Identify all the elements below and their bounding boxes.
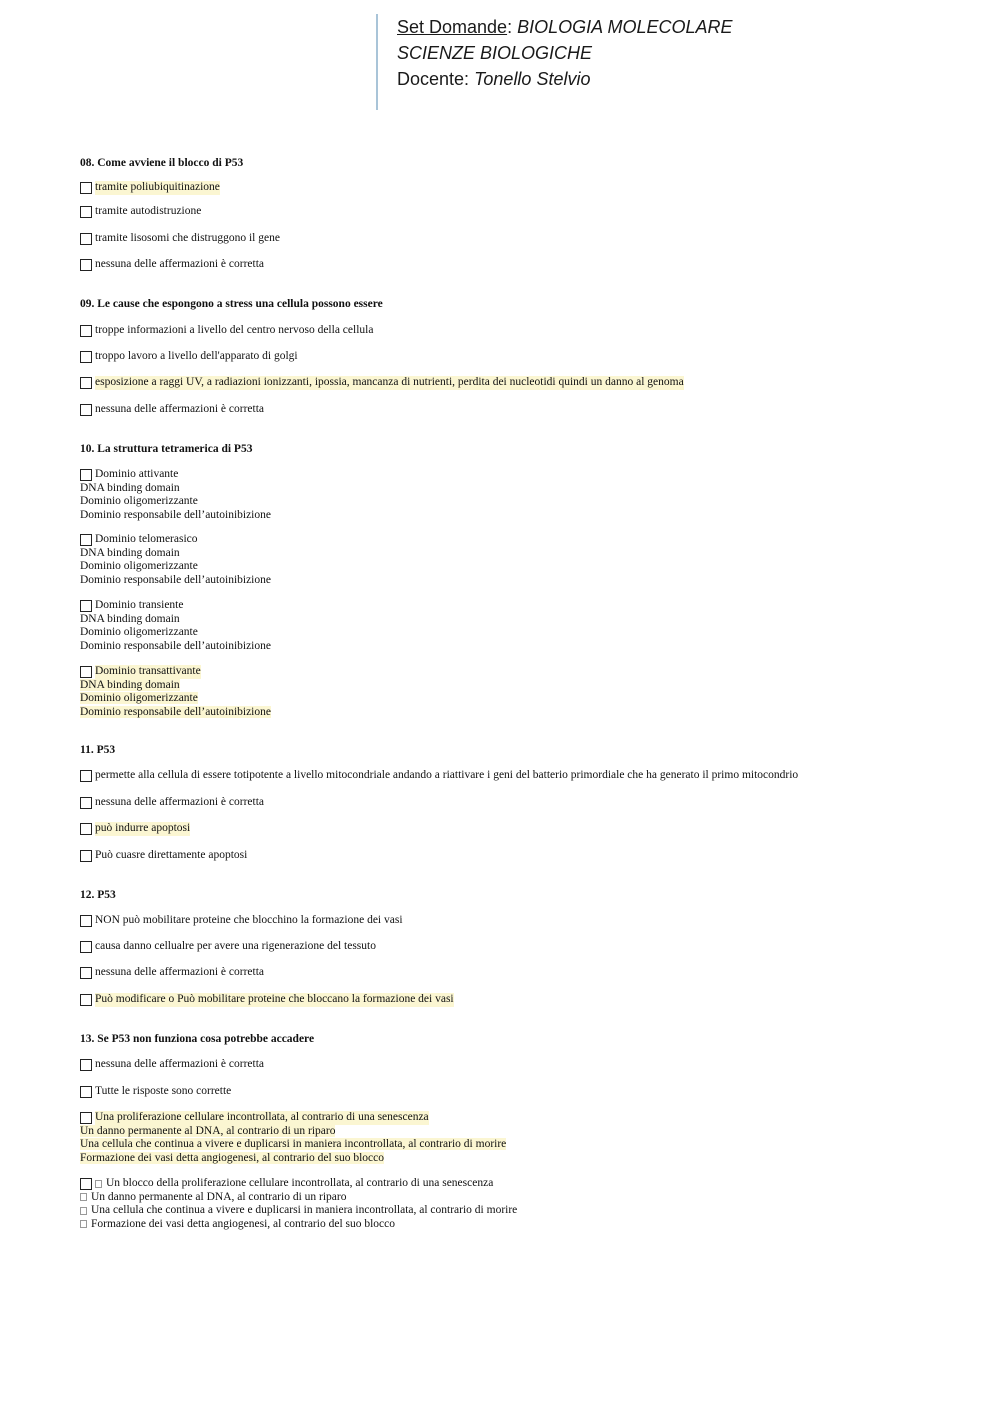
q10-option-d[interactable]	[80, 665, 271, 719]
option-text: nessuna delle affermazioni è corretta	[95, 1058, 265, 1070]
q11-option-d[interactable]	[80, 849, 247, 863]
checkbox[interactable]	[80, 233, 92, 245]
document-header	[376, 14, 733, 110]
option-line: Dominio oligomerizzante	[80, 495, 198, 508]
checkbox[interactable]	[80, 967, 92, 979]
bullet-box-icon	[95, 1180, 102, 1188]
option-text: causa danno cellualre per avere una rigenerazione del tessuto	[95, 940, 376, 952]
checkbox[interactable]	[80, 915, 92, 927]
q08-option-d[interactable]	[80, 258, 264, 272]
bullet-box-icon	[80, 1193, 87, 1201]
set-line: Set Domande: BIOLOGIA MOLECOLARE	[397, 17, 733, 37]
q13-option-d[interactable]	[80, 1177, 517, 1231]
checkbox[interactable]	[80, 351, 92, 363]
option-text: Un blocco della proliferazione cellulare incontrollata, al contrario di una senescenza	[106, 1177, 494, 1189]
checkbox[interactable]	[80, 850, 92, 862]
option-text: troppo lavoro a livello dell'apparato di golgi	[95, 350, 298, 362]
option-text: NON può mobilitare proteine che blocchino la formazione dei vasi	[95, 914, 403, 926]
option-text: Dominio transiente	[95, 599, 184, 611]
checkbox[interactable]	[80, 1112, 92, 1124]
checkbox[interactable]	[80, 404, 92, 416]
option-line: Dominio responsabile dell’autoinibizione	[80, 639, 271, 652]
option-line: DNA binding domain	[80, 678, 180, 691]
checkbox[interactable]	[80, 770, 92, 782]
option-text: Dominio telomerasico	[95, 533, 198, 545]
teacher-line	[397, 66, 733, 92]
option-text: nessuna delle affermazioni è corretta	[95, 796, 265, 808]
option-line: Un danno permanente al DNA, al contrario di un riparo	[91, 1190, 347, 1203]
q13-option-a[interactable]	[80, 1058, 264, 1072]
option-text: tramite poliubiquitinazione	[95, 181, 220, 193]
checkbox[interactable]	[80, 600, 92, 612]
q11-option-a[interactable]	[80, 769, 798, 783]
checkbox[interactable]	[80, 534, 92, 546]
option-text: troppe informazioni a livello del centro nervoso della cellula	[95, 324, 374, 336]
q12-option-d[interactable]	[80, 993, 454, 1007]
option-text: esposizione a raggi UV, a radiazioni ionizzanti, ipossia, mancanza di nutrienti, perdita dei nucleotidi quindi un danno al genoma	[95, 376, 684, 388]
option-line: Una cellula che continua a vivere e duplicarsi in maniera incontrollata, al contrario di morire	[80, 1138, 507, 1151]
course-name: SCIENZE BIOLOGICHE	[397, 43, 593, 63]
set-label: Set Domande	[397, 17, 508, 37]
checkbox[interactable]	[80, 377, 92, 389]
option-line: DNA binding domain	[80, 546, 180, 559]
q09-option-a[interactable]	[80, 324, 373, 338]
option-text: Una proliferazione cellulare incontrollata, al contrario di una senescenza	[95, 1111, 429, 1123]
option-line: Un danno permanente al DNA, al contrario di un riparo	[80, 1124, 336, 1137]
question-12-title: 12. P53	[80, 889, 116, 901]
set-value: BIOLOGIA MOLECOLARE	[517, 17, 733, 37]
option-line: Dominio responsabile dell’autoinibizione	[80, 508, 271, 521]
checkbox[interactable]	[80, 206, 92, 218]
option-line: Formazione dei vasi detta angiogenesi, al contrario del suo blocco	[91, 1217, 396, 1230]
option-text: nessuna delle affermazioni è corretta	[95, 403, 265, 415]
q10-option-c[interactable]	[80, 599, 271, 653]
checkbox[interactable]	[80, 469, 92, 481]
option-text: tramite autodistruzione	[95, 205, 202, 217]
option-line: Una cellula che continua a vivere e duplicarsi in maniera incontrollata, al contrario di morire	[91, 1204, 518, 1217]
checkbox[interactable]	[80, 941, 92, 953]
checkbox[interactable]	[80, 259, 92, 271]
checkbox[interactable]	[80, 994, 92, 1006]
q13-option-b[interactable]	[80, 1085, 231, 1099]
q08-option-c[interactable]	[80, 232, 280, 246]
option-text: Dominio attivante	[95, 468, 179, 480]
option-text: Può modificare o Può mobilitare proteine che bloccano la formazione dei vasi	[95, 993, 454, 1005]
q12-option-b[interactable]	[80, 940, 376, 954]
option-line: Formazione dei vasi detta angiogenesi, al contrario del suo blocco	[80, 1151, 385, 1164]
option-line: Dominio oligomerizzante	[80, 626, 198, 639]
q08-option-a[interactable]	[80, 181, 220, 195]
option-text: può indurre apoptosi	[95, 822, 191, 834]
q12-option-c[interactable]	[80, 966, 264, 980]
bullet-box-icon	[80, 1220, 87, 1228]
checkbox[interactable]	[80, 1178, 92, 1190]
q08-option-b[interactable]	[80, 205, 201, 219]
option-text: Può cuasre direttamente apoptosi	[95, 849, 248, 861]
option-line: Dominio responsabile dell’autoinibizione	[80, 573, 271, 586]
option-line: DNA binding domain	[80, 612, 180, 625]
teacher-label: Docente:	[397, 69, 470, 89]
q13-option-c[interactable]	[80, 1111, 506, 1165]
question-09-title: 09. Le cause che espongono a stress una cellula possono essere	[80, 298, 383, 310]
q09-option-b[interactable]	[80, 350, 298, 364]
checkbox[interactable]	[80, 1086, 92, 1098]
q11-option-c[interactable]	[80, 822, 190, 836]
option-text: tramite lisosomi che distruggono il gene	[95, 232, 280, 244]
question-13-title: 13. Se P53 non funziona cosa potrebbe accadere	[80, 1033, 315, 1045]
q10-option-a[interactable]	[80, 468, 271, 522]
question-11-title: 11. P53	[80, 744, 116, 756]
checkbox[interactable]	[80, 1059, 92, 1071]
option-text: Dominio transattivante	[95, 665, 201, 677]
q10-option-b[interactable]	[80, 533, 271, 587]
q09-option-c[interactable]	[80, 376, 684, 390]
checkbox[interactable]	[80, 797, 92, 809]
option-text: Tutte le risposte sono corrette	[95, 1085, 232, 1097]
option-line: Dominio responsabile dell’autoinibizione	[80, 705, 271, 718]
bullet-box-icon	[80, 1207, 87, 1215]
q09-option-d[interactable]	[80, 403, 264, 417]
option-line: DNA binding domain	[80, 481, 180, 494]
q12-option-a[interactable]	[80, 914, 403, 928]
option-text: nessuna delle affermazioni è corretta	[95, 966, 265, 978]
checkbox[interactable]	[80, 325, 92, 337]
checkbox[interactable]	[80, 823, 92, 835]
checkbox[interactable]	[80, 666, 92, 678]
question-08-title: 08. Come avviene il blocco di P53	[80, 157, 244, 169]
option-text: permette alla cellula di essere totipotente a livello mitocondriale andando a riattivare i geni del batterio primordiale che ha generato il primo mitocondrio	[95, 769, 799, 781]
option-line: Dominio oligomerizzante	[80, 560, 198, 573]
option-text: nessuna delle affermazioni è corretta	[95, 258, 265, 270]
question-10-title: 10. La struttura tetramerica di P53	[80, 443, 253, 455]
checkbox[interactable]	[80, 182, 92, 194]
option-line: Dominio oligomerizzante	[80, 692, 198, 705]
q11-option-b[interactable]	[80, 796, 264, 810]
teacher-name: Tonello Stelvio	[474, 69, 591, 89]
